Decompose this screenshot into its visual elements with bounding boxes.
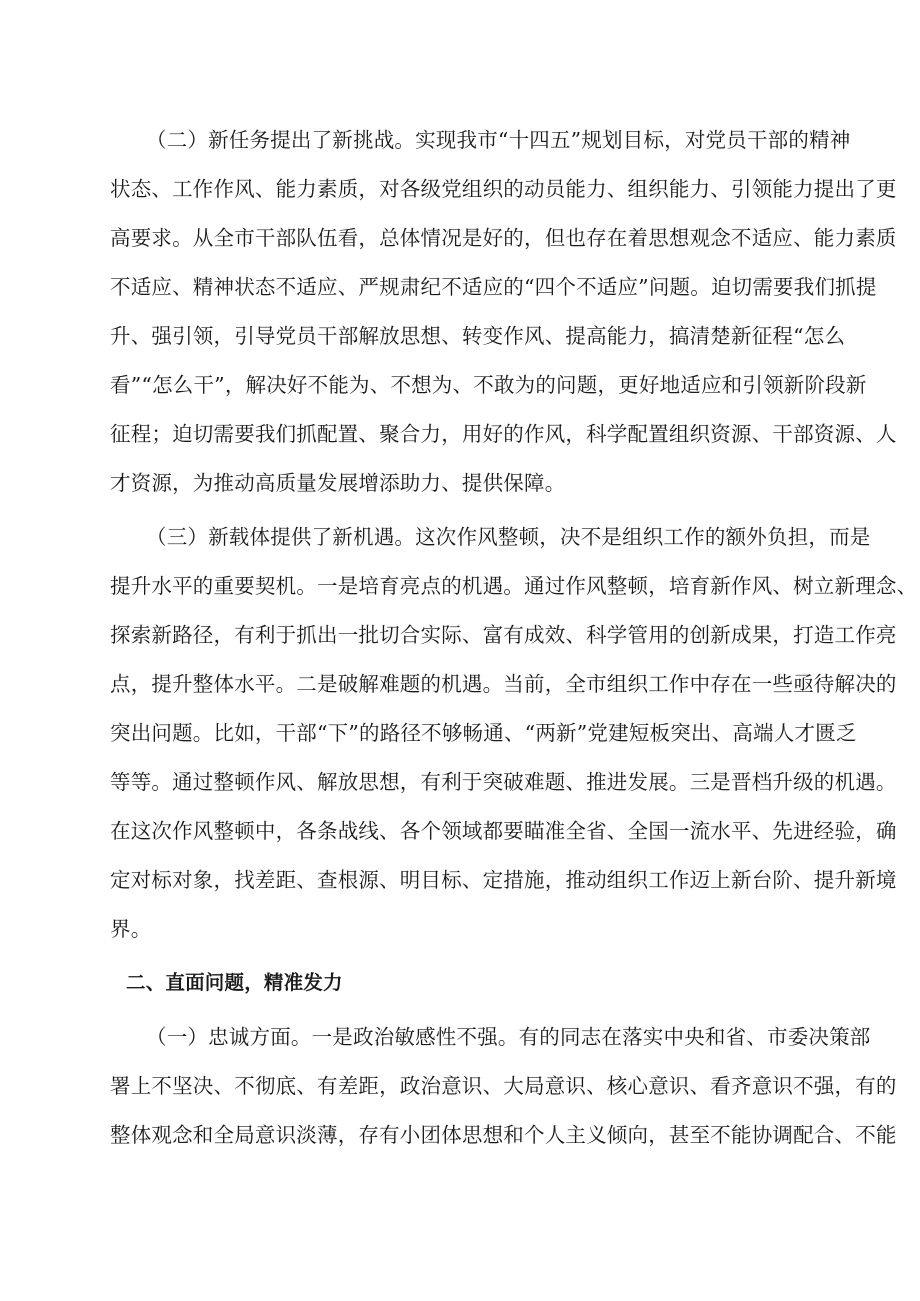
text-line: （一）忠诚方面。一是政治敏感性不强。有的同志在落实中央和省、市委决策部 [146, 1025, 871, 1049]
text-line: 署上不坚决、不彻底、有差距，政治意识、大局意识、核心意识、看齐意识不强，有的 [110, 1074, 897, 1098]
text-line: 在这次作风整顿中，各条战线、各个领域都要瞄准全省、全国一流水平、先进经验，确 [110, 819, 897, 843]
text-line: 才资源，为推动高质量发展增添助力、提供保障。 [110, 471, 566, 495]
text-line: 等等。通过整顿作风、解放思想，有利于突破难题、推进发展。三是晋档升级的机遇。 [110, 770, 897, 794]
text-line: 征程；迫切需要我们抓配置、聚合力，用好的作风，科学配置组织资源、干部资源、人 [110, 422, 897, 446]
section-heading: 二、直面问题，精准发力 [126, 971, 343, 994]
text-line: 高要求。从全市干部队伍看，总体情况是好的，但也存在着思想观念不适应、能力素质 [110, 226, 897, 250]
text-line: 探索新路径，有利于抓出一批切合实际、富有成效、科学管用的创新成果，打造工作亮 [110, 623, 897, 647]
text-line: 界。 [110, 917, 152, 941]
text-line: 状态、工作作风、能力素质，对各级党组织的动员能力、组织能力、引领能力提出了更 [110, 177, 897, 201]
text-line: （二）新任务提出了新挑战。实现我市“十四五”规划目标，对党员干部的精神 [146, 128, 851, 152]
text-line: 定对标对象，找差距、查根源、明目标、定措施，推动组织工作迈上新台阶、提升新境 [110, 868, 897, 892]
text-line: 不适应、精神状态不适应、严规肃纪不适应的“四个不适应”问题。迫切需要我们抓提 [110, 275, 877, 299]
text-line: 升、强引领，引导党员干部解放思想、转变作风、提高能力，搞清楚新征程“怎么 [110, 324, 846, 348]
text-line: 提升水平的重要契机。一是培育亮点的机遇。通过作风整顿，培育新作风、树立新理念、 [110, 574, 918, 598]
text-line: 整体观念和全局意识淡薄，存有小团体思想和个人主义倾向，甚至不能协调配合、不能 [110, 1123, 897, 1147]
text-line: 看”“怎么干”，解决好不能为、不想为、不敢为的问题，更好地适应和引领新阶段新 [110, 373, 867, 397]
text-line: （三）新载体提供了新机遇。这次作风整顿，决不是组织工作的额外负担，而是 [146, 525, 871, 549]
text-line: 点，提升整体水平。二是破解难题的机遇。当前，全市组织工作中存在一些亟待解决的 [110, 672, 897, 696]
text-line: 突出问题。比如，干部“下”的路径不够畅通、“两新”党建短板突出、高端人才匮乏 [110, 721, 857, 745]
